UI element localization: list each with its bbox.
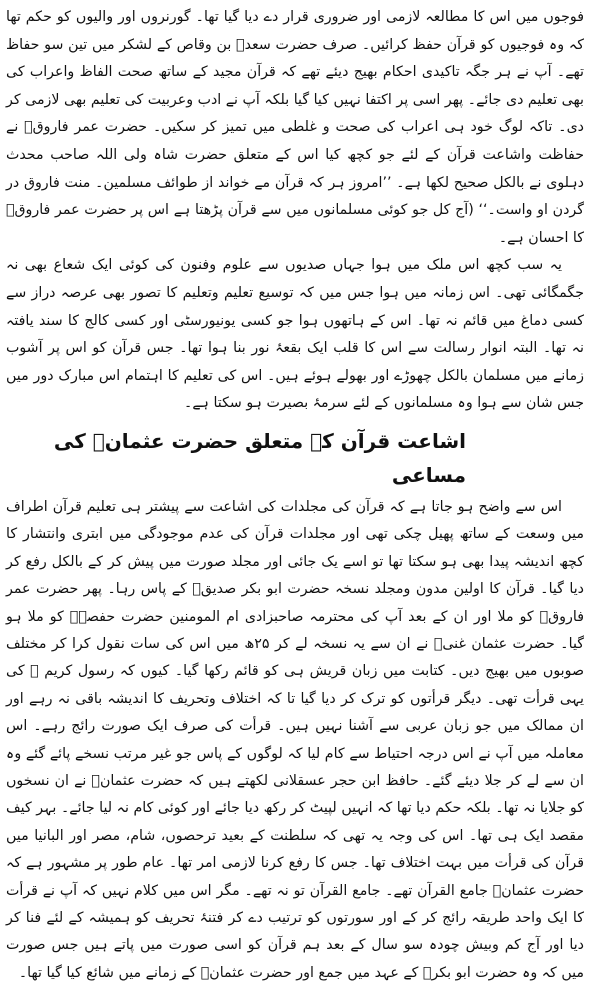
paragraph-uthman-efforts: اس سے واضح ہو جاتا ہے کہ قرآن کی مجلدات کی اشاعت سے پیشتر ہی تعلیم قرآن اطراف میں وسعت کے ساتھ پھیل چکی تھی اور مجلدات قرآن کی عدم موجودگی میں ابتری وانتشار کا کچھ اندیشہ پیدا بھی ہو سکتا تھا تو اسے یک جائی اور مجلد صورت میں پیش کر کے بالکل رفع کر دیا گیا۔ قرآن کا اولین مدون ومجلد نسخہ حضرت ابو بکر صدیقؓ کے پاس رہا۔ پھر حضرت عمر فاروقؓ کو ملا اور ان کے بعد آپ کی محترمہ صاحبزادی ام المومنین حضرت حفصہؓ کو ملا ہو گیا۔ حضرت عثمان غنیؓ نے ان سے یہ نسخہ لے کر ۲۵ھ میں اس کی سات نقول کرا کر مختلف صوبوں میں بھیج دیں۔ کتابت میں زبان قریش ہی کو قائم رکھا گیا۔ کیوں کہ رسول کریم ﷺ کی یہی قرأت تھی۔ دیگر قرأتوں کو ترک کر دیا گیا تا کہ اختلاف وتحریف کا اندیشہ باقی نہ رہے اور ان ممالک میں جو زبان عربی سے آشنا نہیں ہیں۔ قرأت کی صرف ایک صورت رائج رہے۔ اس معاملہ میں آپ نے اس درجہ احتیاط سے کام لیا کہ لوگوں کے پاس جو غیر مرتب نسخے پائے گئے وہ ان سے لے کر جلا دیئے گئے۔ حافظ ابن حجر عسقلانی لکھتے ہیں کہ حضرت عثمانؓ نے ان نسخوں کو جلایا نہ تھا۔ بلکہ حکم دیا تھا کہ انہیں لپیٹ کر رکھ دیا جائے اور کوئی کام نہ لیا جائے۔ بہر کیف مقصد ایک ہی تھا۔ اس کی وجہ یہ تھی کہ سلطنت کے بعید ترحصوں، شام، مصر اور البانیا میں قرآن کی قرأت میں بہت اختلاف تھا۔ جس کا رفع کرنا لازمی امر تھا۔ عام طور پر مشہور ہے کہ حضرت عثمانؓ جامع القرآن تھے۔ جامع القرآن تو نہ تھے۔ مگر اس میں کلام نہیں کہ آپ نے قرأت کا ایک واحد طریقہ رائج کر کے اور سورتوں کو ترتیب دے کر فتنۂ تحریف کو ہمیشہ کے لئے فنا کر دیا اور آج کم وبیش چودہ سو سال کے بعد ہم قرآن کو اسی صورت میں پاتے ہیں جس صورت میں کہ وہ حضرت ابو بکرؓ کے عہد میں جمع اور حضرت عثمانؓ کے زمانے میں شائع کیا گیا تھا۔ xyxy=(6,498,584,981)
paragraph-spread-of-knowledge: یہ سب کچھ اس ملک میں ہوا جہاں صدیوں سے علوم وفنون کی کوئی ایک شعاع بھی نہ جگمگائی تھی۔ اس زمانہ میں ہوا جس میں کہ توسیع تعلیم وتعلیم کا تصور بھی عرصہ دراز سے کسی دماغ میں قائم نہ تھا۔ اس کے ہاتھوں ہوا جو کسی یونیورسٹی اور کسی کالج کا سند یافتہ نہ تھا۔ البتہ انوار رسالت سے اس کا قلب ایک بقعۂ نور بنا ہوا تھا۔ جس قرآن کو اس پر آشوب زمانے میں مسلمان بالکل چھوڑے اور بھولے ہوئے ہیں۔ اس کی تعلیم کا اہتمام اس مبارک دور میں جس شان سے ہوا وہ مسلمانوں کے لئے سرمۂ بصیرت ہو سکتا ہے۔ xyxy=(6,257,584,412)
paragraph-hifz-and-education: فوجوں میں اس کا مطالعہ لازمی اور ضروری قرار دے دیا گیا تھا۔ گورنروں اور والیوں کو حکم تھا کہ وہ فوجیوں کو قرآن حفظ کرائیں۔ صرف حضرت سعدؓ بن وقاص کے لشکر میں تین سو حفاظ تھے۔ آپ نے ہر جگہ تاکیدی احکام بھیج دیئے تھے کہ قرآن مجید کے ساتھ صحت الفاظ واعراب کی بھی تعلیم دی جائے۔ پھر اسی پر اکتفا نہیں کیا گیا بلکہ آپ نے ادب وعربیت کی تعلیم بھی لازمی کر دی۔ تاکہ لوگ خود ہی اعراب کی صحت و غلطی میں تمیز کر سکیں۔ حضرت عمر فاروقؓ نے حفاظت واشاعت قرآن کے لئے جو کچھ کیا اس کے متعلق حضرت شاہ ولی اللہ صاحب محدث دہلوی نے بالکل صحیح لکھا ہے۔ ’’امروز ہر کہ قرآن مے خواند از طوائف مسلمین۔ منت فاروق در گردن او واست۔‘‘ (آج کل جو کوئی مسلمانوں میں سے قرآن پڑھتا ہے اس پر حضرت عمر فاروقؓ کا احسان ہے۔ xyxy=(6,9,584,246)
section-heading: اشاعت قرآن کے متعلق حضرت عثمانؓ کی مساعی xyxy=(53,428,466,487)
